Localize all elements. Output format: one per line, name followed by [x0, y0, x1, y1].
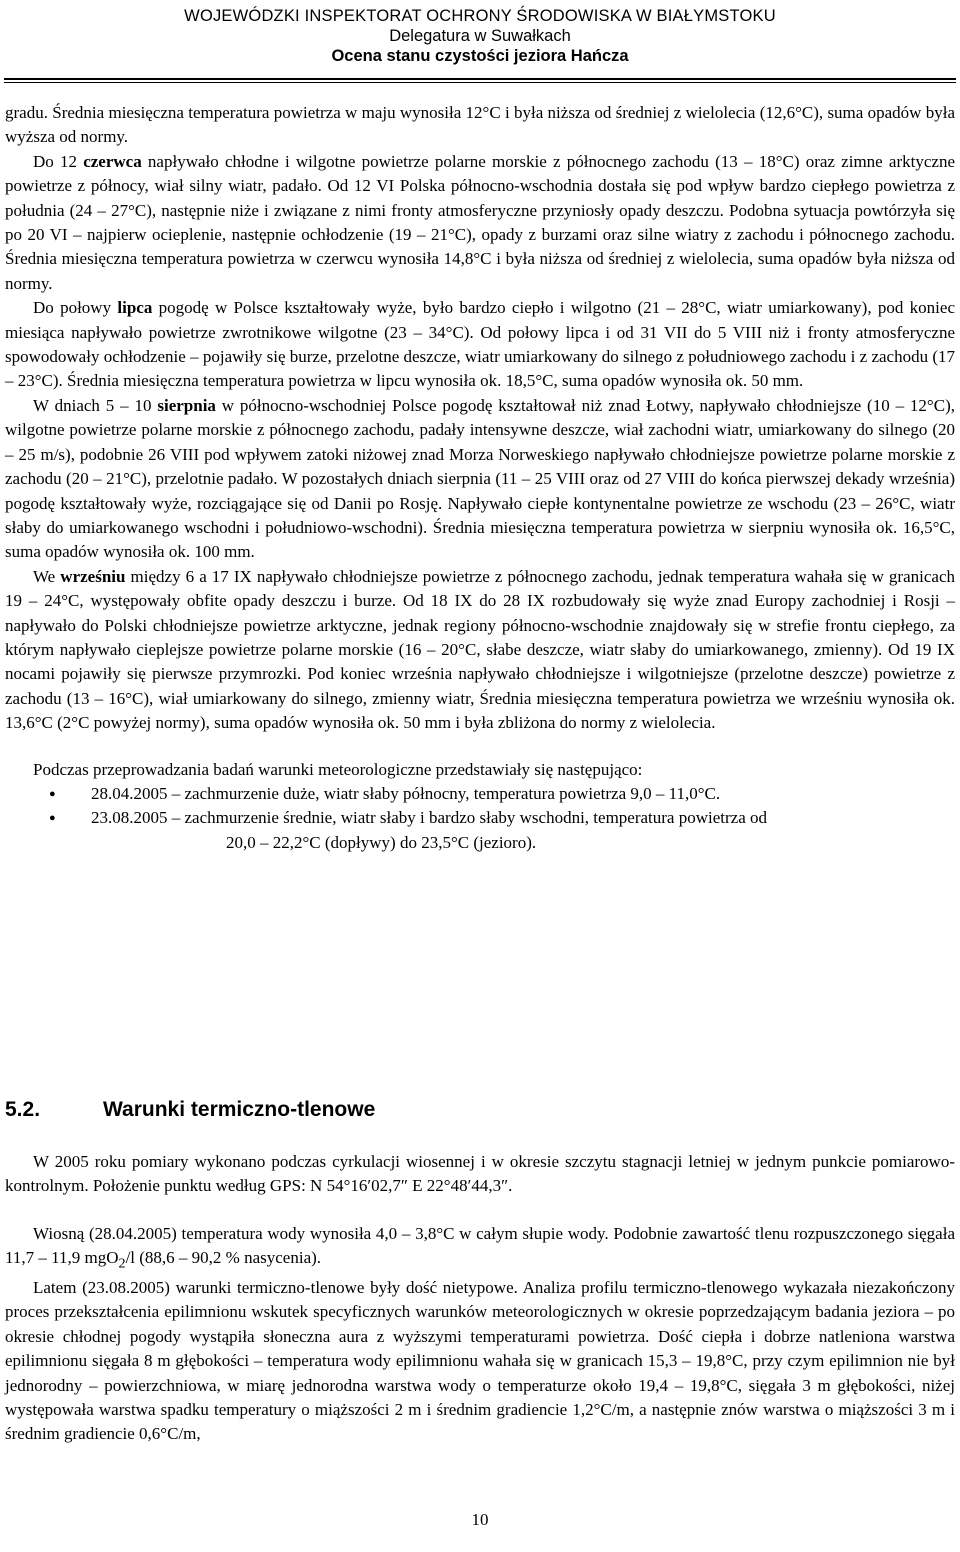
text-span: We: [33, 566, 61, 586]
page-number: 10: [471, 1510, 489, 1529]
list-item: [91, 782, 955, 806]
paragraph-july: [5, 296, 955, 394]
condition-continuation: 20,0 – 22,2°C (dopływy) do 23,5°C (jezioro).: [226, 832, 537, 852]
text-span: Do połowy: [33, 298, 118, 318]
paragraph-measurements: W 2005 roku pomiary wykonano podczas cyrkulacji wiosennej i w okresie szczytu stagnacji letniej w jednym punkcie pomiarowo-kontrolnym. Położenie punktu według GPS: N 54°16′02,7″ E 22°48′44,3″.: [5, 1152, 955, 1196]
spacer: [5, 1199, 955, 1222]
text-span: napływało chłodne i wilgotne powietrze polarne morskie z północnego zachodu (13 – 18°C) oraz zimne arktyczne powietrze z północy, wiał silny wiatr, padało. Od 12 VI Polska północno-wschodnia dostała się pod wpływ bardzo ciepłego powietrza z południa (24 – 27°C), następnie niże i związane z nimi fronty atmosferyczne przyniosły opady deszczu. Podobna sytuacja powtórzyła się po 20 VI – najpierw ocieplenie, następnie ochłodzenie (19 – 21°C), opady z burzami oraz silne wiatry z zachodu i północnego zachodu. Średnia miesięczna temperatura powietrza w czerwcu wynosiła 14,8°C i była niższa od średniej z wielolecia, suma opadów była niższa od normy.: [5, 151, 955, 293]
weather-text: [5, 101, 955, 855]
subscript: 2: [118, 1255, 126, 1272]
conditions-intro: Podczas przeprowadzania badań warunki meteorologiczne przedstawiały się następująco:: [33, 759, 643, 779]
text-span: W dniach 5 – 10: [33, 395, 158, 415]
header-rule-thin: [4, 82, 956, 83]
text-span: pogodę w Polsce kształtowały wyże, było bardzo ciepło i wilgotno (21 – 28°C, wiatr umiarkowany), pod koniec miesiąca napływało powietrze zwrotnikowe wilgotne (23 – 34°C). Od połowy lipca i od 31 VII do 5 VIII niż i fronty atmosferyczne spowodowały ochłodzenie – pojawiły się burze, przelotne deszcze, wiatr umiarkowany do silnego z południowego zachodu i z zachodu (17 – 23°C). Średnia miesięczna temperatura powietrza w lipcu wynosiła ok. 18,5°C, suma opadów wynosiła ok. 50 mm.: [5, 298, 955, 391]
header-rule-thick: [4, 78, 956, 80]
document-title: Ocena stanu czystości jeziora Hańcza: [331, 47, 629, 65]
keyword-july: lipca: [117, 298, 153, 318]
text-span: Do 12: [33, 151, 84, 171]
section-number: 5.2.: [5, 1098, 41, 1121]
section-heading: [5, 1097, 375, 1123]
paragraph-summer: Latem (23.08.2005) warunki termiczno-tlenowe były dość nietypowe. Analiza profilu termiczno-tlenowego wykazała niezakończony proces przekształcenia epilimnionu wskutek specyficznych warunków meteorologicznych w okresie poprzedzającym badania jeziora – po okresie chłodnej pogody wystąpiła słoneczna aura z wyższymi temperaturami powietrza. Dość ciepła i dobrze natleniona warstwa epilimnionu sięgała 8 m głębokości – temperatura wody epilimnionu wahała się w granicach 15,3 – 19,8°C, przy czym epilimnion nie był jednorodny – powierzchniowa, w miarę jednorodna warstwa wody o temperaturze około 19,4 – 19,8°C, sięgała 3 m głębokości, niżej występowała warstwa spadku temperatury o miąższości 2 m i średnim gradiencie 1,2°C/m, a następnie znów warstwa o miąższości 3 m i średnim gradiencie 0,6°C/m,: [5, 1278, 955, 1444]
condition-text: 23.08.2005 – zachmurzenie średnie, wiatr słaby i bardzo słaby wschodni, temperatura powietrza od: [91, 808, 767, 828]
text-span: między 6 a 17 IX napływało chłodniejsze powietrze z północnego zachodu, jednak temperatura wahała się w granicach 19 – 24°C, występowały obfite opady deszczu i burze. Od 18 IX do 28 IX rozbudowały się wyże znad Europy zachodniej i Rosji – napływało do Polski chłodniejsze powietrze arktyczne, jednak regiony północno-wschodnie znajdowały się w strefie frontu ciepłego, za którym napływało cieplejsze powietrze polarne morskie (16 – 20°C, słabe deszcze, wiatr słaby do umiarkowanego, zmienny). Od 19 IX nocami pojawiły się pierwsze przymrozki. Pod koniec września napływało chłodniejsze i wilgotniejsze (przelotne deszcze) powietrze z zachodu (13 – 16°C), wiał umiarkowany do silnego, zmienny wiatr, Średnia miesięczna temperatura powietrza we wrześniu wynosiła ok. 13,6°C (2°C powyżej normy), suma opadów wynosiła ok. 50 mm i była zbliżona do normy z wielolecia.: [5, 566, 955, 733]
paragraph-spring: [5, 1222, 955, 1276]
text-span: Wiosną (28.04.2005) temperatura wody wynosiła 4,0 – 3,8°C w całym słupie wody. Podobnie zawartość tlenu rozpuszczonego sięgała 11,7 – 11,9 mgO: [5, 1223, 955, 1268]
paragraph-september: [5, 565, 955, 736]
keyword-june: czerwca: [83, 151, 142, 171]
branch-name: Delegatura w Suwałkach: [389, 27, 571, 45]
paragraph-june: [5, 150, 955, 296]
keyword-august: sierpnia: [157, 395, 216, 415]
spacer: [5, 736, 955, 758]
organization-name: WOJEWÓDZKI INSPEKTORAT OCHRONY ŚRODOWISKA W BIAŁYMSTOKU: [184, 7, 776, 25]
text-span: w północno-wschodniej Polsce pogodę kształtował niż znad Łotwy, napływało chłodniejsze (10 – 12°C), wilgotne powietrze polarne morskie z północnego zachodu, padały intensywne deszcze, wiał zachodni wiatr, umiarkowany do silnego (20 – 25 m/s), podobnie 26 VIII pod wpływem zatoki niżowej znad Morza Norweskiego napływało chłodniejsze powietrze polarne morskie z zachodu (20 – 21°C), przelotnie padało. W pozostałych dniach sierpnia (11 – 25 VIII oraz od 27 VIII do końca pierwszej dekady września) pogodę kształtowały wyże, rozciągające się od Danii po Rosję. Napływało ciepłe kontynentalne powietrze ze wschodu (23 – 26°C, wiatr słaby do umiarkowanego wschodni i południowo-wschodni). Średnia miesięczna temperatura powietrza w sierpniu wynosiła ok. 16,5°C, suma opadów wynosiła ok. 100 mm.: [5, 395, 955, 562]
paragraph-august: [5, 394, 955, 565]
condition-text: 28.04.2005 – zachmurzenie duże, wiatr słaby północny, temperatura powietrza 9,0 – 11,0°C.: [91, 783, 721, 803]
section-title: Warunki termiczno-tlenowe: [103, 1098, 376, 1121]
paragraph-may: gradu. Średnia miesięczna temperatura powietrza w maju wynosiła 12°C i była niższa od średniej z wielolecia (12,6°C), suma opadów była wyższa od normy.: [5, 103, 955, 147]
document-header: [0, 6, 960, 66]
keyword-september: wrześniu: [60, 566, 126, 586]
text-span: /l (88,6 – 90,2 % nasycenia).: [125, 1248, 322, 1268]
list-item: [91, 806, 955, 855]
conditions-list: [5, 782, 955, 855]
thermal-oxygen-text: [5, 1150, 955, 1447]
